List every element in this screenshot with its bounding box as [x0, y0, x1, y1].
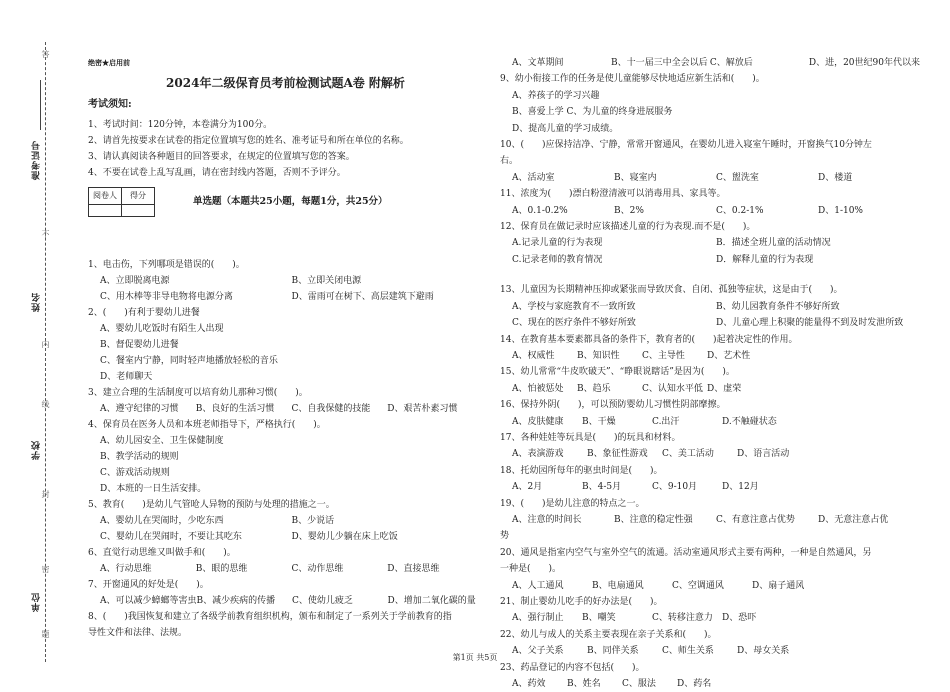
option: D、增加二氧化碳的量: [387, 596, 476, 606]
question: 16、保持外阴( )，可以预防婴幼儿习惯性阴部摩擦。: [500, 400, 726, 411]
option: B、良好的生活习惯: [195, 404, 275, 414]
seal-mark-2: 内: [41, 340, 50, 348]
question: 22、幼儿与成人的关系主要表现在亲子关系和( )。: [500, 629, 717, 640]
option: B、象征性游戏: [587, 449, 648, 460]
seal-mark-5: 密: [41, 565, 50, 573]
option: C、转移注意力: [652, 613, 713, 624]
option-row: [500, 235, 920, 251]
option-row: [500, 512, 920, 528]
option: D.不触碰状态: [722, 416, 777, 427]
seal-mark-top: 答: [41, 50, 50, 58]
option: D、12月: [722, 482, 759, 493]
option: D、本班的一日生活安排。: [100, 484, 207, 494]
option: C、空调通风: [672, 580, 724, 591]
option: D、恐吓: [722, 613, 757, 624]
option: D、扇子通风: [752, 580, 805, 591]
question: 13、儿童因为长期精神压抑或紧张而导致厌食、自闭、孤独等症状，这是由于( )。: [500, 285, 843, 296]
option: D、虚荣: [707, 383, 742, 394]
reviewer-cell[interactable]: [89, 205, 122, 217]
option: C、游戏活动规则: [100, 468, 170, 478]
option-row: [500, 381, 772, 397]
option-row: [88, 273, 483, 289]
question: 9、幼小衔接工作的任务是使儿童能够尽快地适应新生活和( )。: [500, 74, 765, 85]
reviewer-header: 阅卷人: [89, 188, 122, 205]
option: C、师生关系: [662, 646, 714, 657]
option: D、儿童心理上积聚的能量得不到及时发泄所致: [716, 318, 904, 329]
option-row: [500, 446, 812, 462]
question: 20、通风是指室内空气与室外空气的流通。活动室通风形式主要有两种，一种是自然通风，另: [500, 547, 872, 558]
option: B、喜爱上学 C、为儿童的终身进展服务: [512, 107, 673, 118]
option: B、减少疾病的传播: [196, 596, 276, 606]
option: C、动作思维: [291, 564, 344, 574]
option: A、可以减少蟑螂等害虫: [100, 596, 197, 606]
option: B、干燥: [582, 416, 616, 427]
question: 12、保育员在做记录时应该描述儿童的行为表现.而不是( )。: [500, 222, 756, 233]
question: 2、( )有利于婴幼儿进餐: [88, 308, 200, 318]
notice-heading: 考试须知:: [88, 99, 132, 110]
option: A、人工通风: [512, 580, 564, 591]
option: C.出汗: [652, 416, 680, 427]
option: B、知识性: [577, 350, 620, 361]
option: B、立即关闭电源: [291, 276, 362, 286]
option: C、美工活动: [662, 449, 714, 460]
label-school: 学校: [32, 440, 42, 460]
question-continuation: 导性文件和法律、法规。: [88, 628, 188, 638]
option: A、强行制止: [512, 613, 564, 624]
section-title: 单选题（本题共25小题，每题1分，共25分）: [193, 196, 388, 207]
label-unit: 单位: [32, 592, 42, 612]
option-row: [500, 348, 772, 364]
option: D、母女关系: [737, 646, 790, 657]
left-column: [88, 55, 483, 641]
option: A、文革期间: [512, 58, 564, 68]
notice-item: 1、考试时间：120分钟，本卷满分为100分。: [88, 120, 273, 130]
option-row: [88, 561, 483, 577]
option: B、眼的思维: [195, 564, 248, 574]
option: D、1-10%: [818, 205, 863, 216]
notice-item: 2、请首先按要求在试卷的指定位置填写您的姓名、准考证号和所在单位的名称。: [88, 136, 409, 146]
question: 15、幼儿常常“牛皮吹破天”、“睁眼说瞎话”是因为( )。: [500, 367, 735, 378]
option: C、主导性: [642, 350, 685, 361]
option: B、同伴关系: [587, 646, 639, 657]
question: 11、浓度为( )漂白粉澄清液可以消毒用具、家具等。: [500, 189, 726, 200]
option: B、趋乐: [577, 383, 611, 394]
option-row: [500, 479, 792, 495]
seal-mark-3: 线: [41, 400, 50, 408]
option: A、2月: [512, 482, 543, 493]
question: 8、( )我国恢复和建立了各级学前教育组织机构，颁布和制定了一系列关于学前教育的指: [88, 612, 452, 622]
secret-label: 绝密★启用前: [88, 58, 130, 67]
option: D、雷雨可在树下、高层建筑下避雨: [291, 292, 434, 302]
option: D、进，20世纪90年代以来: [808, 58, 920, 68]
question: 18、托幼园所每年的驱虫时间是( )。: [500, 465, 663, 476]
option: A、药效: [512, 679, 546, 690]
option: B．描述全班儿童的活动情况: [716, 238, 831, 249]
option: D、语言活动: [737, 449, 790, 460]
option: D、艰苦朴素习惯: [387, 404, 458, 414]
option: A、权威性: [512, 350, 555, 361]
option: A、遵守纪律的习惯: [100, 404, 179, 414]
seal-mark-4: 封: [41, 490, 50, 498]
option: A、皮肤健康: [512, 416, 564, 427]
option: C、使幼儿疲乏: [292, 596, 353, 606]
option: A.记录儿童的行为表现: [512, 238, 603, 249]
option: A、婴幼儿在哭闹时，少吃东西: [100, 516, 224, 526]
question: 5、教育( )是幼儿气管呛人异物的预防与处理的措施之一。: [88, 500, 335, 510]
option: B、教学活动的规则: [100, 452, 179, 462]
option: A、行动思维: [100, 564, 152, 574]
option: A、活动室: [512, 172, 555, 183]
question-continuation: 势: [500, 531, 510, 542]
option: B、姓名: [567, 679, 601, 690]
option: D、楼道: [818, 172, 853, 183]
option: C、自我保健的技能: [291, 404, 371, 414]
right-column: [500, 55, 920, 692]
option: B、2%: [614, 205, 644, 216]
seal-mark-1: 不: [41, 230, 50, 238]
option: D、艺术性: [707, 350, 751, 361]
option-row: [88, 401, 483, 417]
option-row: [88, 529, 483, 545]
notice-item: 4、不要在试卷上乱写乱画，请在密封线内答题，否则不予评分。: [88, 168, 346, 178]
option-row: [500, 414, 792, 430]
question: 10、( )应保持洁净、宁静，常常开窗通风，在婴幼儿进入寝室午睡时，开窗换气10分钟左: [500, 140, 872, 151]
score-header: 得分: [122, 188, 155, 205]
ticket-underline: [40, 80, 41, 130]
option: D．解释儿童的行为表现: [716, 254, 814, 265]
option: B、督促婴幼儿进餐: [100, 340, 179, 350]
option: B、4-5月: [582, 482, 622, 493]
option: A、学校与家庭教育不一致所致: [512, 301, 636, 312]
option: D、直接思维: [387, 564, 440, 574]
option: B、注意的稳定性强: [614, 514, 693, 525]
option: D、婴幼儿少躺在床上吃饭: [291, 532, 398, 542]
option-row: [500, 203, 920, 219]
option-row: [500, 578, 832, 594]
option: C、9-10月: [652, 482, 698, 493]
binding-margin: [0, 0, 60, 671]
question: 17、各种娃娃等玩具是( )的玩具和材料。: [500, 432, 681, 443]
question: 14、在教育基本要素都具备的条件下，教育者的( )起着决定性的作用。: [500, 334, 798, 345]
option: B、少说话: [291, 516, 335, 526]
question: 3、建立合理的生活制度可以培育幼儿那种习惯( )。: [88, 388, 308, 398]
option: C、认知水平低: [642, 383, 703, 394]
question-continuation: 一种是( )。: [500, 564, 562, 575]
option: D、无意注意占优: [818, 514, 889, 525]
question: 7、开窗通风的好处是( )。: [88, 580, 209, 590]
option-row: [500, 299, 920, 315]
option: A、注意的时间长: [512, 514, 582, 525]
question: 23、药品登记的内容不包括( )。: [500, 662, 645, 673]
option-row: [500, 252, 920, 268]
option: A、怕被惩处: [512, 383, 564, 394]
label-ticket-number: 准考证号: [32, 140, 42, 180]
option-row: [500, 676, 732, 692]
notice-item: 3、请认真阅读各种题目的回答要求，在规定的位置填写您的答案。: [88, 152, 355, 162]
question: 19、( )是幼儿注意的特点之一。: [500, 498, 645, 509]
option-row: [88, 289, 483, 305]
option-row: [500, 610, 792, 626]
score-cell[interactable]: [122, 205, 155, 217]
option: B、寝室内: [614, 172, 657, 183]
score-table: [88, 187, 155, 217]
option: C、有意注意占优势: [716, 514, 795, 525]
option: C、现在的医疗条件不够好所致: [512, 318, 636, 329]
option: C、0.2-1%: [716, 205, 764, 216]
option: C、婴幼儿在哭闹时，不要让其吃东: [100, 532, 242, 542]
option-row: [500, 170, 920, 186]
question: 4、保育员在医务人员和本班老师指导下，严格执行( )。: [88, 420, 326, 430]
label-name: 姓名: [32, 292, 42, 312]
option: A、父子关系: [512, 646, 564, 657]
page-footer: 第1页 共5页: [452, 653, 498, 662]
option-row: [88, 513, 483, 529]
option: B、电扇通风: [592, 580, 644, 591]
option: B、幼儿园教育条件不够好所致: [716, 301, 840, 312]
option: A、0.1-0.2%: [512, 205, 568, 216]
option-row: [500, 55, 920, 71]
question-continuation: 右。: [500, 156, 519, 167]
option: A、表演游戏: [512, 449, 564, 460]
question: 6、直觉行动思维又叫做手和( )。: [88, 548, 236, 558]
option: A、养孩子的学习兴趣: [512, 90, 600, 101]
option: C、解放后: [709, 58, 753, 68]
option: C.记录老师的教育情况: [512, 254, 603, 265]
question: 1、电击伤，下列哪项是错误的( )。: [88, 260, 245, 270]
option: A、立即脱离电源: [100, 276, 170, 286]
option-row: [500, 315, 920, 331]
seal-mark-bottom: 题: [41, 630, 50, 638]
option: C、服法: [622, 679, 656, 690]
option: D、药名: [677, 679, 712, 690]
question: 21、制止婴幼儿吃手的好办法是( )。: [500, 597, 663, 607]
option-row: [88, 593, 483, 609]
option: C、餐室内宁静，同时轻声地播放轻松的音乐: [100, 356, 278, 366]
option: A、幼儿园安全、卫生保健制度: [100, 436, 224, 446]
option: B、十一届三中全会以后: [610, 58, 708, 68]
option: C、用木棒等非导电物将电源分离: [100, 292, 233, 302]
score-row: [88, 187, 483, 217]
page-title: 2024年二级保育员考前检测试题A卷 附解析: [166, 76, 405, 90]
option: A、婴幼儿吃饭时有陌生人出现: [100, 324, 224, 334]
option: B、嘲笑: [582, 613, 616, 624]
option: C、盥洗室: [716, 172, 759, 183]
option: D、提高儿童的学习成绩。: [512, 123, 619, 134]
option: D、老师聊天: [100, 372, 153, 382]
